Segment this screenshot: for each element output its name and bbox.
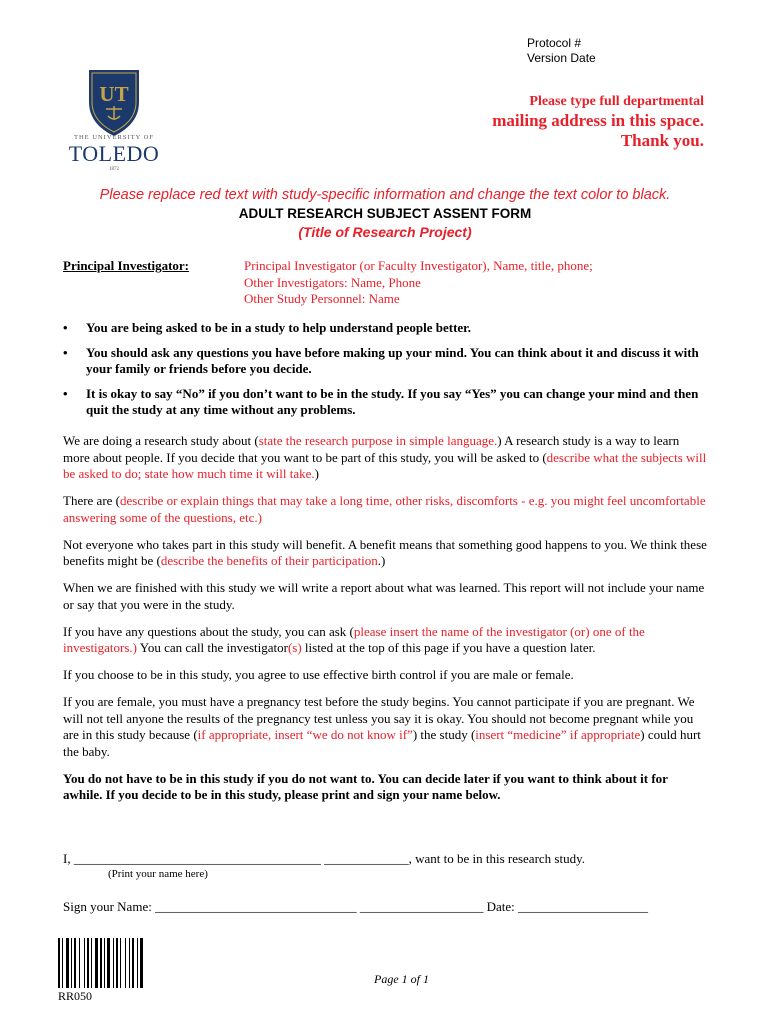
university-logo [62, 66, 166, 174]
investigator-line: Principal Investigator (or Faculty Investigator), Name, title, phone; [244, 258, 593, 273]
barcode-icon [58, 938, 164, 988]
shield-letters: UT [99, 82, 129, 106]
investigator-line: Other Investigators: Name, Phone [244, 274, 421, 290]
form-title: ADULT RESEARCH SUBJECT ASSENT FORM [238, 206, 532, 221]
list-item [63, 386, 713, 419]
investigator-list [244, 258, 593, 308]
paragraph-voluntary: You do not have to be in this study if you do not want to. You can decide later if you want to think about it for awhile. If you decide to be in this study, please print and sign your name below. [63, 770, 668, 802]
bullet-icon: • [63, 385, 68, 401]
form-code: RR050 [58, 989, 93, 1003]
mailing-address-block [492, 111, 704, 151]
protocol-number: Protocol # [527, 36, 582, 50]
paragraph-risks: There are (describe or explain things that may take a long time, other risks, discomforts - e.g. you might feel uncomfortable answering some of the questions, etc.) [63, 493, 706, 525]
principal-investigator-label: Principal Investigator: [63, 258, 190, 273]
paragraph-questions: If you have any questions about the study, you can ask (please insert the name of the investigator (or) one of the investigators.) You can call the investigator(s) listed at the top of this page if you have a question later. [63, 623, 645, 655]
logo-top-text: THE UNIVERSITY OF [74, 134, 154, 141]
bullet-icon: • [63, 320, 68, 335]
print-name-note: (Print your name here) [108, 868, 208, 880]
instruction-text: Please replace red text with study-specific information and change the text color to black. [99, 187, 671, 203]
bullet-text: It is okay to say “No” if you don’t want to be in the study. If you say “Yes” you can change your mind and then quit the study at any time without any problems. [86, 385, 699, 417]
page-number: Page 1 of 1 [374, 972, 429, 986]
signature-date-line[interactable]: Sign your Name: _______________________________ ___________________ Date: ____________________ [63, 899, 648, 914]
protocol-block [527, 36, 596, 66]
logo-year: 1872 [109, 167, 119, 172]
paragraph-report: When we are finished with this study we will write a report about what was learned. This report will not include your name or say that you were in the study. [63, 580, 705, 612]
investigator-line: Other Study Personnel: Name [244, 291, 400, 306]
version-date: Version Date [527, 51, 596, 65]
paragraph-pregnancy: If you are female, you must have a pregnancy test before the study begins. You cannot participate if you are pregnant. We will not tell anyone the results of the pregnancy test unless you say it is okay. You should not become pregnant while you are in this study because (if appropriate, insert “we do not know if”) the study (insert “medicine” if appropriate) could hurt the baby. [63, 694, 701, 759]
print-name-line[interactable]: I, ______________________________________ _____________, want to be in this research study. [63, 851, 585, 866]
list-item [63, 320, 713, 337]
body-text [63, 433, 708, 814]
paragraph-benefits: Not everyone who takes part in this study will benefit. A benefit means that something good happens to you. We think these benefits might be (describe the benefits of their participation.) [63, 536, 707, 568]
project-title: (Title of Research Project) [298, 224, 472, 240]
shield-icon [62, 66, 166, 174]
mailing-line-3: Thank you. [620, 131, 704, 150]
paragraph-purpose: We are doing a research study about (state the research purpose in simple language.) A research study is a way to learn more about people. If you decide that you want to be part of this study, you will be asked to (describe what the subjects will be asked to do; state how much time it will take.) [63, 433, 707, 481]
paragraph-birth-control: If you choose to be in this study, you agree to use effective birth control if you are male or female. [63, 667, 574, 682]
bullet-text: You should ask any questions you have before making up your mind. You can think about it and discuss it with your family or friends before you decide. [86, 344, 699, 376]
mailing-line-1: Please type full departmental [529, 94, 704, 109]
bullet-icon: • [63, 344, 68, 360]
mailing-line-2: mailing address in this space. [492, 111, 704, 130]
logo-name: TOLEDO [68, 141, 160, 166]
list-item [63, 345, 713, 378]
key-points-list [63, 320, 713, 427]
bullet-text: You are being asked to be in a study to help understand people better. [86, 320, 471, 335]
